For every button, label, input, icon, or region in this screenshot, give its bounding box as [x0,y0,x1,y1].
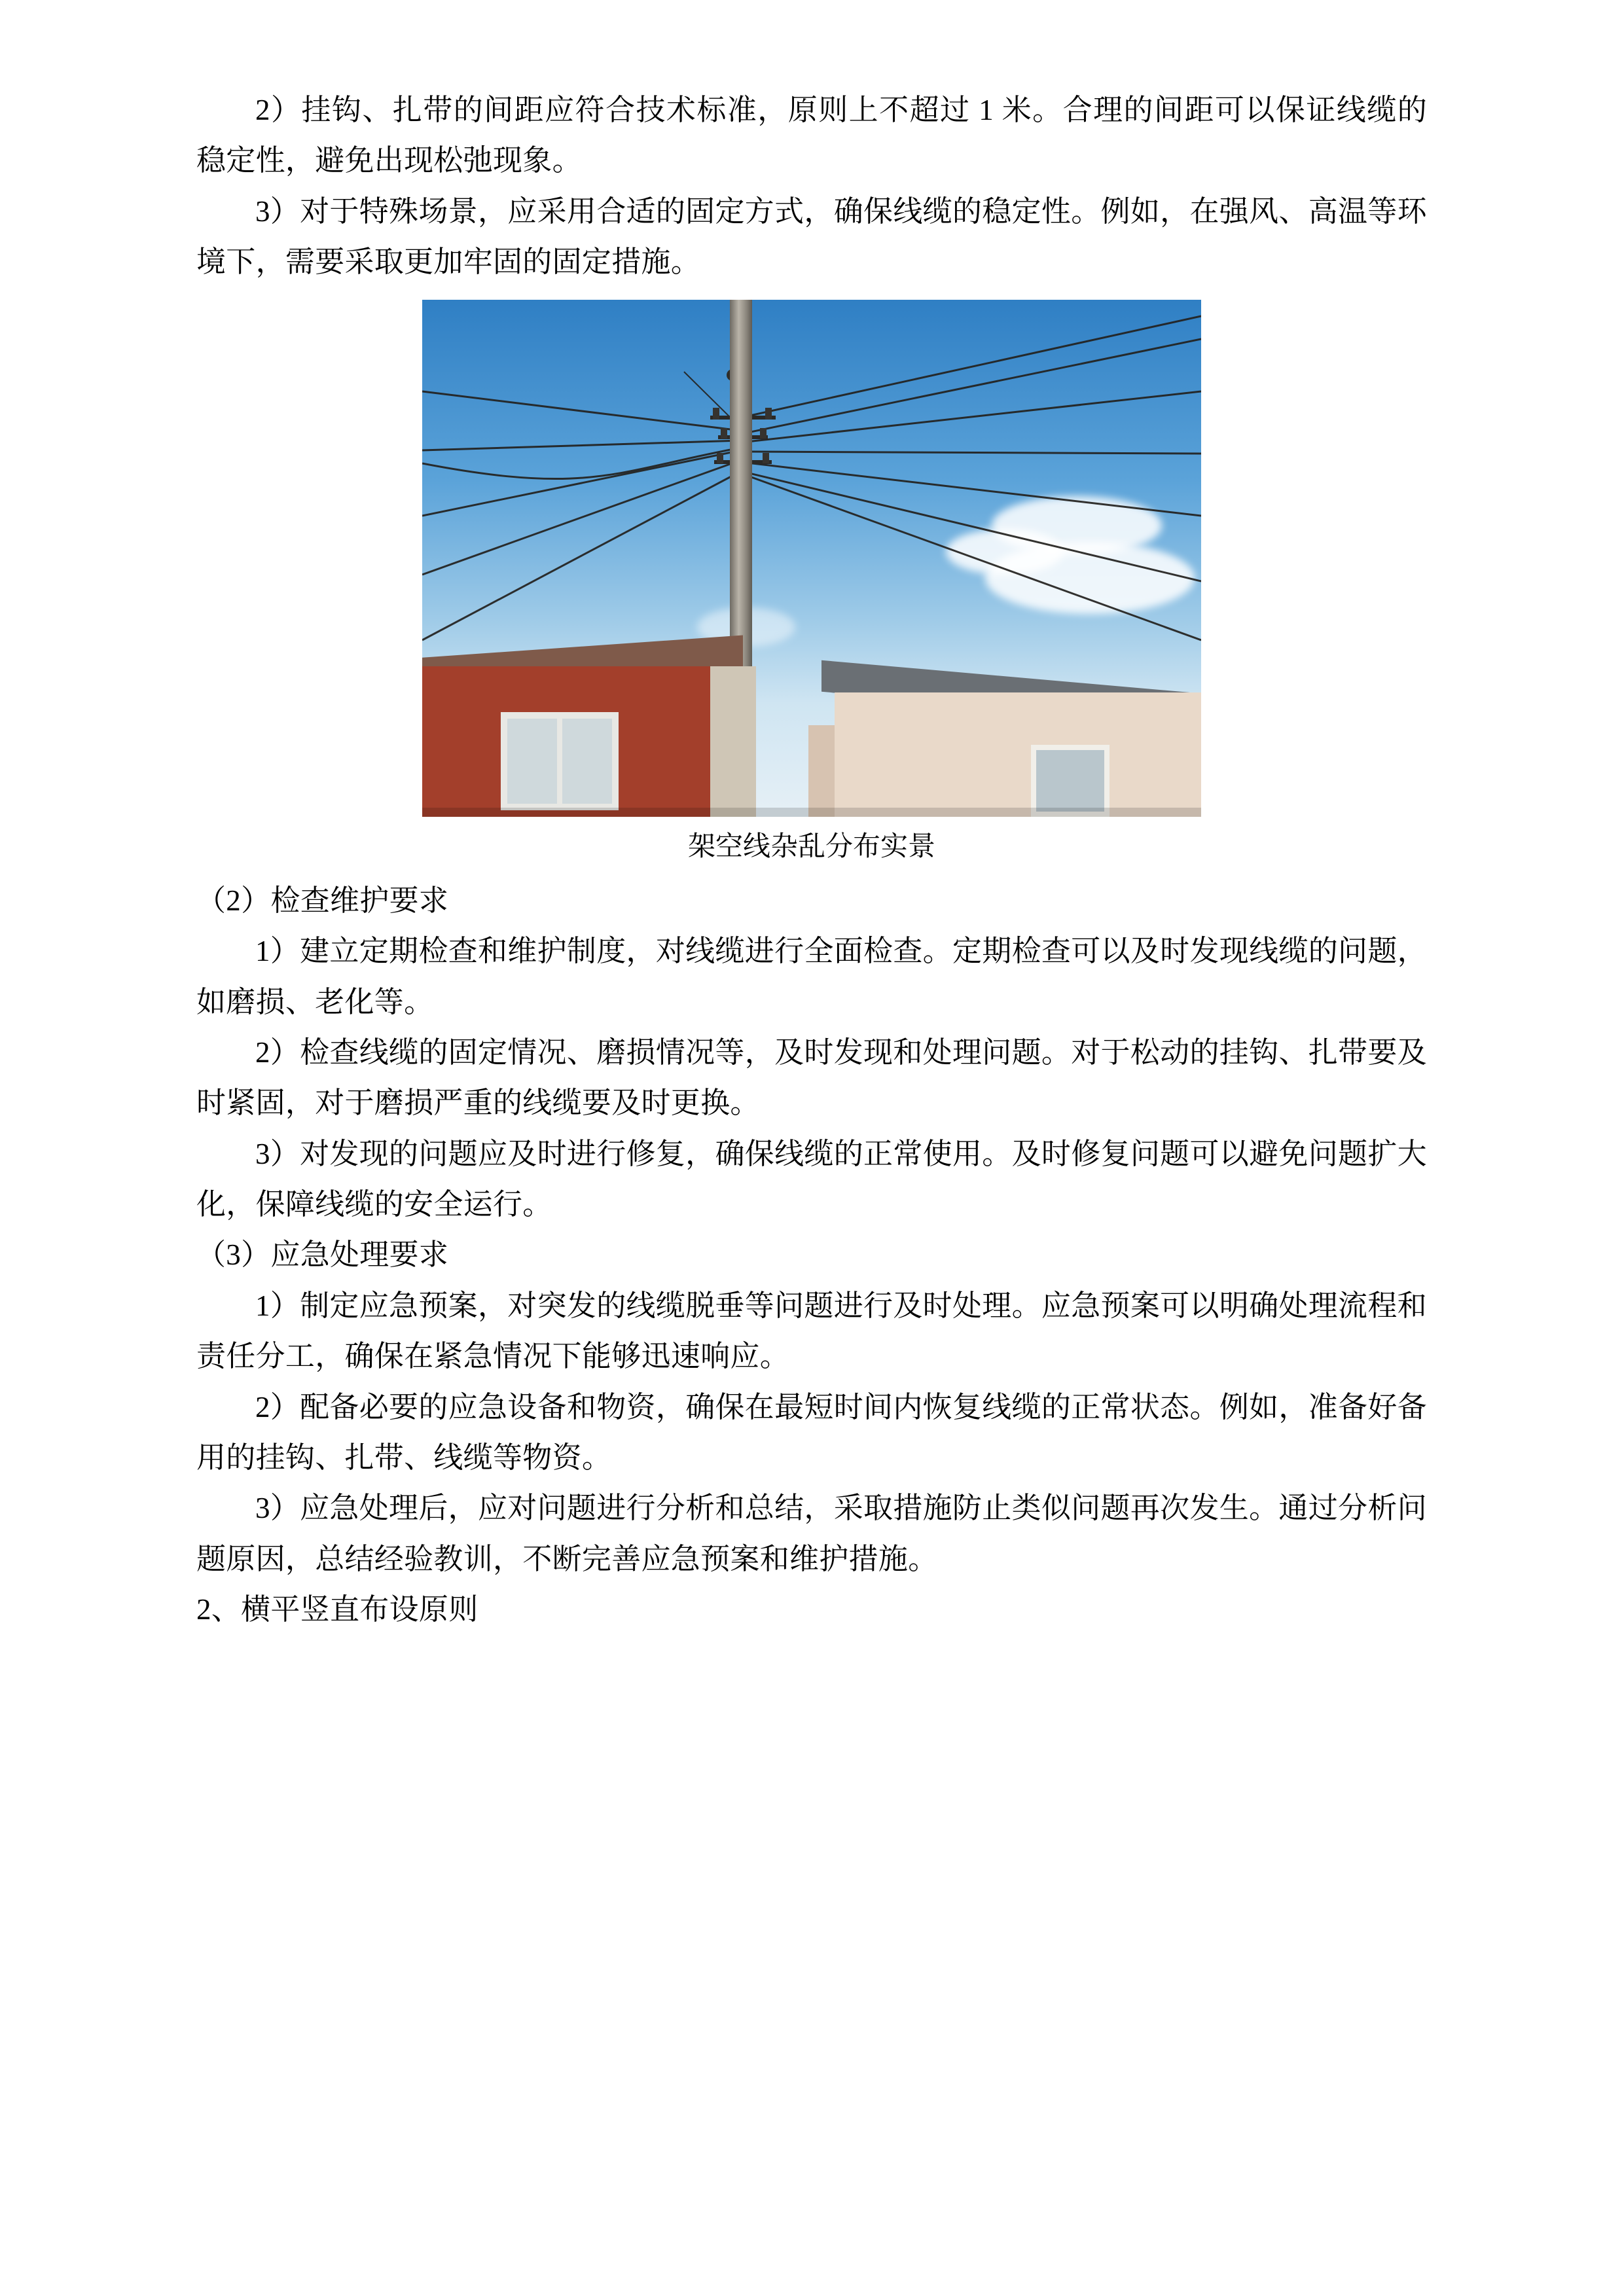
paragraph-special-scenario: 3）对于特殊场景，应采用合适的固定方式，确保线缆的稳定性。例如，在强风、高温等环境下，需要采取更加牢固的固定措施。 [196,194,1427,279]
section-emergency-item-1: 1）制定应急预案，对突发的线缆脱垂等问题进行及时处理。应急预案可以明确处理流程和责任分工，确保在紧急情况下能够迅速响应。 [196,1289,1427,1373]
figure-image [422,300,1201,817]
closing-heading: 2、横平竖直布设原则 [196,1593,478,1626]
document-body [196,85,1427,1636]
section-inspection-item-3: 3）对发现的问题应及时进行修复，确保线缆的正常使用。及时修复问题可以避免问题扩大化，保障线缆的安全运行。 [196,1137,1427,1221]
section-inspection-item-2: 2）检查线缆的固定情况、磨损情况等，及时发现和处理问题。对于松动的挂钩、扎带要及时紧固，对于磨损严重的线缆要及时更换。 [196,1035,1427,1120]
section-inspection-item-1: 1）建立定期检查和维护制度，对线缆进行全面检查。定期检查可以及时发现线缆的问题，如磨损、老化等。 [196,935,1427,1018]
section-emergency-item-2: 2）配备必要的应急设备和物资，确保在最短时间内恢复线缆的正常状态。例如，准备好备用的挂钩、扎带、线缆等物资。 [196,1390,1427,1475]
section-heading-emergency: （3）应急处理要求 [196,1238,449,1272]
figure-overhead-lines [196,300,1427,869]
house-left-side-wall [710,666,756,817]
figure-caption: 架空线杂乱分布实景 [687,831,935,862]
house-right-window [1031,745,1110,817]
house-left-window [501,712,619,810]
ground-shadow [422,808,1201,817]
section-heading-inspection: （2）检查维护要求 [196,884,449,917]
house-left-wall [422,666,730,817]
section-emergency-item-3: 3）应急处理后，应对问题进行分析和总结，采取措施防止类似问题再次发生。通过分析问题原因，总结经验教训，不断完善应急预案和维护措施。 [196,1492,1427,1575]
paragraph-fixing-spacing: 2）挂钩、扎带的间距应符合技术标准，原则上不超过 1 米。合理的间距可以保证线缆的稳定性，避免出现松弛现象。 [196,94,1427,177]
house-right-wall [835,692,1201,817]
